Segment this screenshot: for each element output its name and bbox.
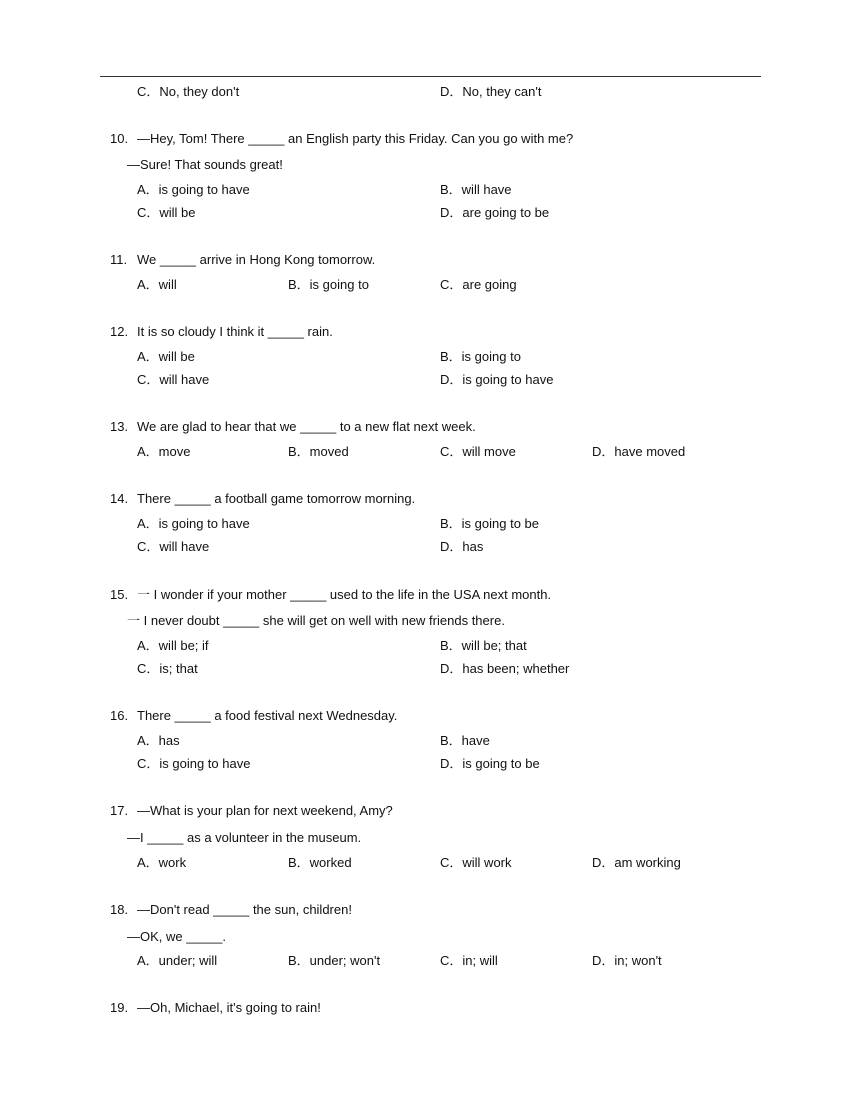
question-number: 14. [110, 491, 129, 506]
option-c: C．will have [137, 372, 210, 387]
option-d: D．have moved [592, 444, 686, 459]
option-a: A．will be; if [137, 638, 209, 653]
question-text: There _____ a football game tomorrow morning. [137, 491, 416, 506]
option-a: A．will be [137, 349, 195, 364]
option-d: D．has [440, 539, 484, 554]
option-d: D．are going to be [440, 205, 550, 220]
option-b: B．will have [440, 182, 512, 197]
question-text: —OK, we _____. [127, 929, 226, 944]
option-d: D．am working [592, 855, 681, 870]
question-number: 18. [110, 902, 129, 917]
option-c: C．will have [137, 539, 210, 554]
question-text: —I _____ as a volunteer in the museum. [127, 830, 362, 845]
question-text: We _____ arrive in Hong Kong tomorrow. [137, 252, 376, 267]
option-d: D．No, they can't [440, 84, 542, 99]
question-number: 19. [110, 1000, 129, 1015]
question-text: —Hey, Tom! There _____ an English party this Friday. Can you go with me? [137, 131, 574, 146]
question-text: —What is your plan for next weekend, Amy? [137, 803, 393, 818]
question-number: 15. [110, 587, 129, 602]
option-a: A．is going to have [137, 516, 250, 531]
question-number: 11. [110, 252, 128, 267]
option-a: A．move [137, 444, 191, 459]
option-d: D．in; won't [592, 953, 662, 968]
question-text: 一 I wonder if your mother _____ used to the life in the USA next month. [137, 587, 552, 602]
option-c: C．are going [440, 277, 517, 292]
question-text: —Oh, Michael, it's going to rain! [137, 1000, 321, 1015]
option-a: A．is going to have [137, 182, 250, 197]
option-b: B．is going to [288, 277, 369, 292]
option-b: B．under; won't [288, 953, 381, 968]
question-text: It is so cloudy I think it _____ rain. [137, 324, 333, 339]
option-c: C．is going to have [137, 756, 251, 771]
question-text: —Don't read _____ the sun, children! [137, 902, 352, 917]
question-text: —Sure! That sounds great! [127, 157, 283, 172]
question-number: 13. [110, 419, 129, 434]
option-a: A．will [137, 277, 177, 292]
option-c: C．in; will [440, 953, 498, 968]
option-d: D．is going to be [440, 756, 540, 771]
option-c: C．No, they don't [137, 84, 240, 99]
option-b: B．moved [288, 444, 349, 459]
option-b: B．is going to be [440, 516, 540, 531]
question-text: 一 I never doubt _____ she will get on well with new friends there. [127, 613, 505, 628]
option-b: B．have [440, 733, 490, 748]
option-b: B．will be; that [440, 638, 527, 653]
header-rule [100, 76, 761, 77]
question-text: There _____ a food festival next Wednesday. [137, 708, 398, 723]
option-c: C．is; that [137, 661, 198, 676]
question-number: 17. [110, 803, 129, 818]
question-number: 12. [110, 324, 129, 339]
option-a: A．under; will [137, 953, 218, 968]
option-b: B．worked [288, 855, 352, 870]
question-number: 16. [110, 708, 129, 723]
option-a: A．has [137, 733, 180, 748]
question-text: We are glad to hear that we _____ to a new flat next week. [137, 419, 476, 434]
option-c: C．will be [137, 205, 196, 220]
option-d: D．is going to have [440, 372, 554, 387]
option-b: B．is going to [440, 349, 521, 364]
option-a: A．work [137, 855, 187, 870]
option-c: C．will move [440, 444, 516, 459]
option-d: D．has been; whether [440, 661, 570, 676]
option-c: C．will work [440, 855, 512, 870]
question-number: 10. [110, 131, 129, 146]
